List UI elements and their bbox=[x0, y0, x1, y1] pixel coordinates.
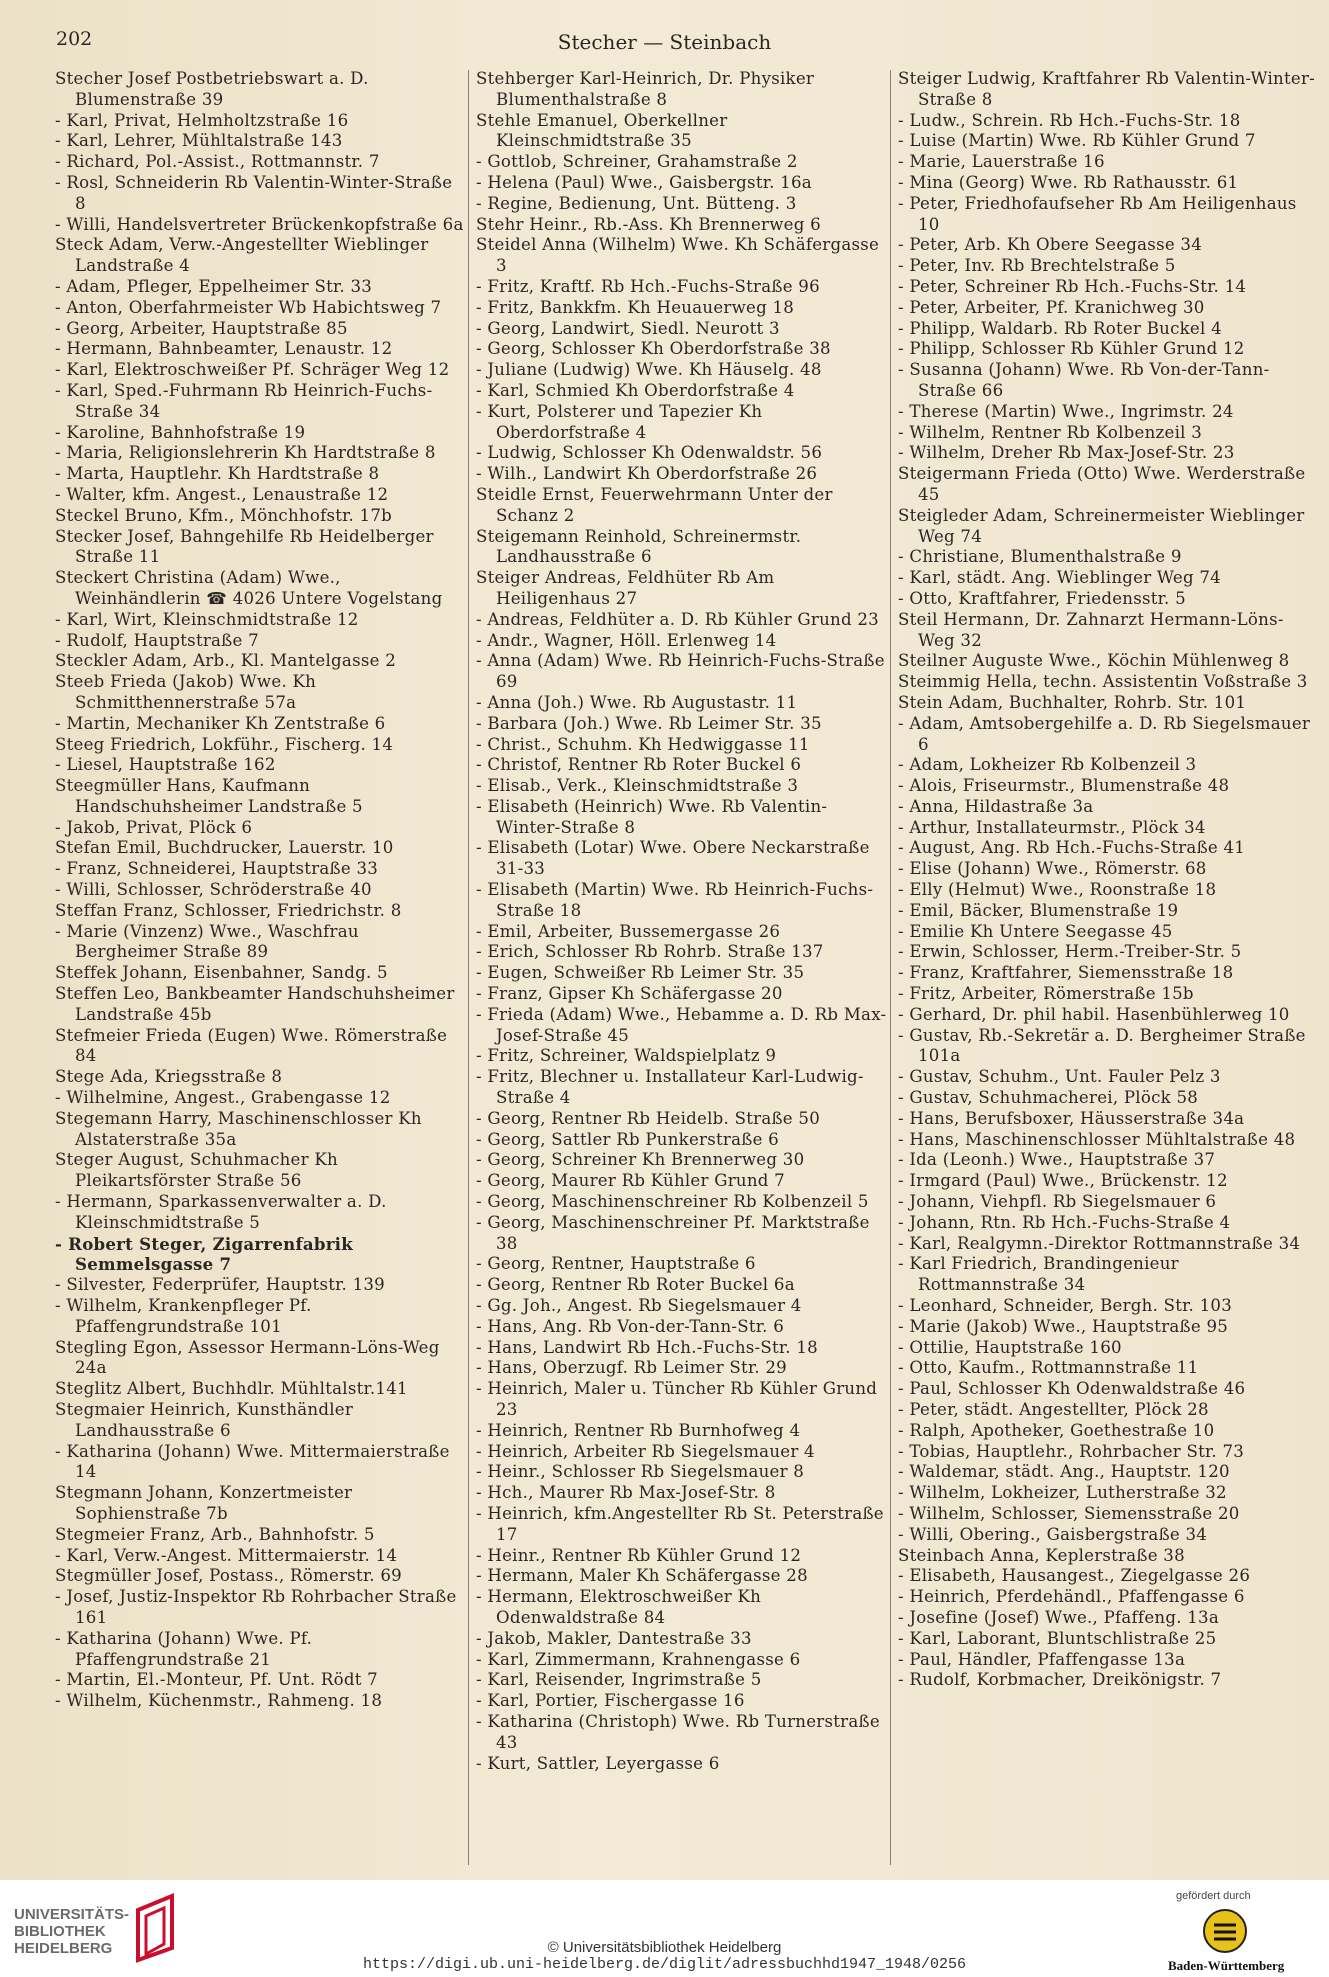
directory-entry: - Jakob, Privat, Plöck 6 bbox=[55, 817, 253, 837]
directory-entry: - Adam, Amtsobergehilfe a. D. Rb Siegelsmauer 6 bbox=[898, 713, 1316, 754]
directory-column-3 bbox=[898, 69, 1316, 1869]
directory-entry: Steckel Bruno, Kfm., Mönchhofstr. 17b bbox=[55, 505, 393, 525]
directory-entry: - Otto, Kraftfahrer, Friedensstr. 5 bbox=[898, 588, 1186, 608]
directory-entry: - Gustav, Schuhmacherei, Plöck 58 bbox=[898, 1088, 1199, 1108]
source-url[interactable]: https://digi.ub.uni-heidelberg.de/diglit/adressbuchhd1947_1948/0256 bbox=[362, 1956, 967, 1973]
directory-entry: Steilner Auguste Wwe., Köchin Mühlenweg 8 bbox=[898, 651, 1290, 671]
directory-entry: - Katharina (Johann) Wwe. Pf. Pfaffengrundstraße 21 bbox=[55, 1628, 318, 1669]
directory-entry: - Elisabeth (Lotar) Wwe. Obere Neckarstraße 31-33 bbox=[476, 838, 876, 879]
directory-entry: - Karl, Sped.-Fuhrmann Rb Heinrich-Fuchs-Straße 34 bbox=[55, 380, 433, 421]
directory-entry: Stegmeier Franz, Arb., Bahnhofstr. 5 bbox=[55, 1524, 375, 1544]
directory-entry: - Anna (Adam) Wwe. Rb Heinrich-Fuchs-Straße 69 bbox=[476, 651, 891, 692]
directory-entry: - Fritz, Schreiner, Waldspielplatz 9 bbox=[476, 1046, 777, 1066]
directory-entry: - Heinrich, Arbeiter Rb Siegelsmauer 4 bbox=[476, 1441, 815, 1461]
directory-entry: Steidle Ernst, Feuerwehrmann Unter der Schanz 2 bbox=[476, 484, 839, 525]
directory-entry: - Christof, Rentner Rb Roter Buckel 6 bbox=[476, 755, 802, 775]
directory-entry: Stecker Josef, Bahngehilfe Rb Heidelberger Straße 11 bbox=[55, 526, 440, 567]
directory-entry: - Tobias, Hauptlehr., Rohrbacher Str. 73 bbox=[898, 1441, 1245, 1461]
directory-entry: - Elly (Helmut) Wwe., Roonstraße 18 bbox=[898, 880, 1217, 900]
funder-name: Baden-Württemberg bbox=[1168, 1958, 1285, 1973]
directory-entry: - Heinrich, Maler u. Tüncher Rb Kühler Grund 23 bbox=[476, 1379, 883, 1419]
directory-entry: - Wilhelm, Küchenmstr., Rahmeng. 18 bbox=[55, 1691, 383, 1711]
directory-entry: Steigermann Frieda (Otto) Wwe. Werderstraße 45 bbox=[898, 464, 1311, 504]
directory-entry: - Hans, Berufsboxer, Häusserstraße 34a bbox=[898, 1108, 1245, 1128]
directory-entry: - Karl, Verw.-Angest. Mittermaierstr. 14 bbox=[55, 1545, 398, 1565]
directory-entry: - Johann, Rtn. Rb Hch.-Fuchs-Straße 4 bbox=[898, 1212, 1231, 1232]
directory-column-2 bbox=[476, 69, 891, 1869]
directory-entry: Steck Adam, Verw.-Angestellter Wieblinger Landstraße 4 bbox=[55, 235, 434, 276]
directory-entry: - Barbara (Joh.) Wwe. Rb Leimer Str. 35 bbox=[476, 713, 822, 733]
directory-entry: - Gerhard, Dr. phil habil. Hasenbühlerweg 10 bbox=[898, 1004, 1290, 1024]
directory-entry: - Peter, Friedhofaufseher Rb Am Heiligenhaus 10 bbox=[898, 193, 1303, 234]
directory-entry: Stegmüller Josef, Postass., Römerstr. 69 bbox=[55, 1566, 402, 1586]
directory-entry: - Georg, Rentner Rb Roter Buckel 6a bbox=[476, 1275, 795, 1295]
directory-entry: - Karl, Privat, Helmholtzstraße 16 bbox=[55, 110, 349, 130]
directory-entry: - Christiane, Blumenthalstraße 9 bbox=[898, 547, 1182, 567]
directory-entry: Stefan Emil, Buchdrucker, Lauerstr. 10 bbox=[55, 838, 394, 858]
directory-entry: - Georg, Arbeiter, Hauptstraße 85 bbox=[55, 318, 348, 338]
directory-entry: - Fritz, Blechner u. Installateur Karl-Ludwig-Straße 4 bbox=[476, 1067, 864, 1108]
coat-of-arms-icon bbox=[1202, 1908, 1248, 1954]
directory-entry: - Liesel, Hauptstraße 162 bbox=[55, 755, 276, 775]
directory-entry: - Adam, Pfleger, Eppelheimer Str. 33 bbox=[55, 276, 373, 296]
directory-entry: - Wilhelm, Krankenpfleger Pf. Pfaffengrundstraße 101 bbox=[55, 1296, 318, 1336]
directory-entry: - Kurt, Polsterer und Tapezier Kh Oberdorfstraße 4 bbox=[476, 401, 768, 442]
directory-entry: - Karl, Wirt, Kleinschmidtstraße 12 bbox=[55, 609, 359, 629]
directory-entry: - Georg, Maurer Rb Kühler Grund 7 bbox=[476, 1171, 785, 1191]
directory-entry: Stecher Josef Postbetriebswart a. D. Blumenstraße 39 bbox=[55, 69, 375, 109]
directory-entry: - Andreas, Feldhüter a. D. Rb Kühler Grund 23 bbox=[476, 609, 879, 629]
directory-entry: Steger August, Schuhmacher Kh Pleikartsförster Straße 56 bbox=[55, 1150, 344, 1191]
directory-entry: - Susanna (Johann) Wwe. Rb Von-der-Tann-Straße 66 bbox=[898, 360, 1270, 400]
directory-entry: - Georg, Schreiner Kh Brennerweg 30 bbox=[476, 1150, 805, 1170]
directory-entry: - Elisab., Verk., Kleinschmidtstraße 3 bbox=[476, 776, 799, 796]
directory-entry: Steckler Adam, Arb., Kl. Mantelgasse 2 bbox=[55, 651, 397, 671]
directory-entry: Steidel Anna (Wilhelm) Wwe. Kh Schäfergasse 3 bbox=[476, 235, 885, 276]
directory-entry: - Anna, Hildastraße 3a bbox=[898, 796, 1094, 816]
directory-entry: - Mina (Georg) Wwe. Rb Rathausstr. 61 bbox=[898, 172, 1239, 192]
directory-entry: - Anton, Oberfahrmeister Wb Habichtsweg 7 bbox=[55, 297, 442, 317]
directory-entry: - Richard, Pol.-Assist., Rottmannstr. 7 bbox=[55, 152, 380, 172]
directory-entry: - Regine, Bedienung, Unt. Bütteng. 3 bbox=[476, 193, 797, 213]
directory-entry: - Johann, Viehpfl. Rb Siegelsmauer 6 bbox=[898, 1192, 1217, 1212]
footer-bar bbox=[0, 1880, 1329, 1977]
directory-entry: - Robert Steger, Zigarrenfabrik Semmelsgasse 7 bbox=[55, 1233, 360, 1275]
directory-column-1 bbox=[55, 69, 465, 1869]
directory-entry: Steigleder Adam, Schreinermeister Wieblinger Weg 74 bbox=[898, 505, 1310, 546]
directory-entry: - Gottlob, Schreiner, Grahamstraße 2 bbox=[476, 152, 798, 172]
directory-entry: - Willi, Handelsvertreter Brückenkopfstraße 6a bbox=[55, 214, 464, 234]
directory-entry: - Ralph, Apotheker, Goethestraße 10 bbox=[898, 1420, 1215, 1440]
directory-entry: - Martin, El.-Monteur, Pf. Unt. Rödt 7 bbox=[55, 1670, 378, 1690]
directory-entry: - Franz, Kraftfahrer, Siemensstraße 18 bbox=[898, 963, 1234, 983]
directory-entry: Steigemann Reinhold, Schreinermstr. Landhausstraße 6 bbox=[476, 526, 807, 567]
column-rule bbox=[890, 70, 891, 1865]
directory-entry: - Hermann, Bahnbeamter, Lenaustr. 12 bbox=[55, 339, 393, 359]
directory-entry: - Maria, Religionslehrerin Kh Hardtstraße 8 bbox=[55, 443, 436, 463]
directory-entry: - Wilhelm, Lokheizer, Lutherstraße 32 bbox=[898, 1483, 1227, 1503]
directory-entry: Stegling Egon, Assessor Hermann-Löns-Weg 24a bbox=[55, 1337, 446, 1378]
directory-entry: - Karl, Schmied Kh Oberdorfstraße 4 bbox=[476, 380, 795, 400]
directory-entry: - Christ., Schuhm. Kh Hedwiggasse 11 bbox=[476, 734, 810, 754]
directory-entry: - Irmgard (Paul) Wwe., Brückenstr. 12 bbox=[898, 1171, 1228, 1191]
directory-entry: - Ludw., Schrein. Rb Hch.-Fuchs-Str. 18 bbox=[898, 110, 1241, 130]
directory-entry: - Katharina (Johann) Wwe. Mittermaierstraße 14 bbox=[55, 1441, 456, 1482]
directory-entry: Steegmüller Hans, Kaufmann Handschuhsheimer Landstraße 5 bbox=[55, 776, 363, 816]
directory-entry: - Karl, Realgymn.-Direktor Rottmannstraße 34 bbox=[898, 1233, 1301, 1253]
directory-entry: - Hans, Ang. Rb Von-der-Tann-Str. 6 bbox=[476, 1316, 785, 1336]
directory-entry: - Willi, Obering., Gaisbergstraße 34 bbox=[898, 1524, 1208, 1544]
directory-entry: - Karoline, Bahnhofstraße 19 bbox=[55, 422, 306, 442]
directory-entry: Steffan Franz, Schlosser, Friedrichstr. 8 bbox=[55, 900, 402, 920]
directory-entry: - Hans, Landwirt Rb Hch.-Fuchs-Str. 18 bbox=[476, 1337, 818, 1357]
directory-entry: Stege Ada, Kriegsstraße 8 bbox=[55, 1067, 283, 1087]
directory-entry: - Gustav, Schuhm., Unt. Fauler Pelz 3 bbox=[898, 1067, 1221, 1087]
directory-entry: - Franz, Gipser Kh Schäfergasse 20 bbox=[476, 984, 783, 1004]
directory-entry: Stegemann Harry, Maschinenschlosser Kh Alstaterstraße 35a bbox=[55, 1108, 428, 1149]
directory-entry: Steiger Andreas, Feldhüter Rb Am Heiligenhaus 27 bbox=[476, 568, 780, 608]
directory-entry: - Paul, Schlosser Kh Odenwaldstraße 46 bbox=[898, 1379, 1246, 1399]
directory-entry: - Peter, städt. Angestellter, Plöck 28 bbox=[898, 1400, 1209, 1419]
directory-entry: - Franz, Schneiderei, Hauptstraße 33 bbox=[55, 859, 379, 879]
directory-entry: - Frieda (Adam) Wwe., Hebamme a. D. Rb Max-Josef-Straße 45 bbox=[476, 1004, 887, 1045]
directory-entry: Stehle Emanuel, Oberkellner Kleinschmidtstraße 35 bbox=[476, 110, 733, 151]
directory-entry: Steinbach Anna, Keplerstraße 38 bbox=[898, 1545, 1185, 1565]
directory-entry: - Karl, Elektroschweißer Pf. Schräger Weg 12 bbox=[55, 360, 450, 380]
directory-entry: Steimmig Hella, techn. Assistentin Voßstraße 3 bbox=[898, 672, 1308, 692]
directory-entry: Stehberger Karl-Heinrich, Dr. Physiker Blumenthalstraße 8 bbox=[476, 69, 820, 109]
directory-entry: - Hermann, Sparkassenverwalter a. D. Kleinschmidtstraße 5 bbox=[55, 1192, 393, 1232]
directory-entry: - Gustav, Rb.-Sekretär a. D. Bergheimer Straße 101a bbox=[898, 1025, 1312, 1066]
directory-entry: - Heinrich, Rentner Rb Burnhofweg 4 bbox=[476, 1420, 801, 1440]
copyright-notice: © Universitätsbibliothek Heidelberg bbox=[547, 1939, 782, 1956]
directory-entry: - Karl, Lehrer, Mühltalstraße 143 bbox=[55, 131, 343, 151]
directory-entry: - Elisabeth (Martin) Wwe. Rb Heinrich-Fuchs-Straße 18 bbox=[476, 880, 874, 920]
directory-entry: - Therese (Martin) Wwe., Ingrimstr. 24 bbox=[898, 401, 1234, 421]
directory-entry: Stein Adam, Buchhalter, Rohrb. Str. 101 bbox=[898, 692, 1247, 712]
directory-entry: - Rudolf, Hauptstraße 7 bbox=[55, 630, 259, 650]
running-head: Stecher — Steinbach bbox=[557, 30, 772, 54]
directory-entry: - Juliane (Ludwig) Wwe. Kh Häuselg. 48 bbox=[476, 360, 822, 380]
directory-entry: Steeb Frieda (Jakob) Wwe. Kh Schmitthennerstraße 57a bbox=[55, 672, 322, 712]
directory-entry: - Ottilie, Hauptstraße 160 bbox=[898, 1337, 1122, 1357]
directory-entry: - Karl, Zimmermann, Krahnengasse 6 bbox=[476, 1649, 801, 1669]
directory-entry: - Paul, Händler, Pfaffengasse 13a bbox=[898, 1649, 1186, 1669]
directory-entry: - Georg, Rentner Rb Heidelb. Straße 50 bbox=[476, 1108, 821, 1128]
directory-entry: - Helena (Paul) Wwe., Gaisbergstr. 16a bbox=[476, 172, 812, 192]
directory-entry: - Georg, Sattler Rb Punkerstraße 6 bbox=[476, 1129, 779, 1149]
directory-entry: - Marie (Jakob) Wwe., Hauptstraße 95 bbox=[898, 1316, 1229, 1336]
directory-entry: - Hans, Maschinenschlosser Mühltalstraße 48 bbox=[898, 1129, 1296, 1149]
funded-by-label: gefördert durch bbox=[1176, 1890, 1251, 1902]
directory-entry: - Willi, Schlosser, Schröderstraße 40 bbox=[55, 880, 372, 900]
directory-entry: - Andr., Wagner, Höll. Erlenweg 14 bbox=[476, 630, 777, 650]
directory-entry: - Georg, Landwirt, Siedl. Neurott 3 bbox=[476, 318, 780, 338]
directory-entry: Steiger Ludwig, Kraftfahrer Rb Valentin-Winter-Straße 8 bbox=[898, 69, 1315, 109]
directory-entry: - Heinr., Rentner Rb Kühler Grund 12 bbox=[476, 1545, 802, 1565]
directory-entry: - Emil, Arbeiter, Bussemergasse 26 bbox=[476, 921, 781, 941]
directory-entry: - Luise (Martin) Wwe. Rb Kühler Grund 7 bbox=[898, 131, 1256, 151]
library-name-text: UNIVERSITÄTS- BIBLIOTHEK HEIDELBERG bbox=[14, 1906, 130, 1957]
directory-entry: - Karl, Reisender, Ingrimstraße 5 bbox=[476, 1670, 762, 1690]
directory-entry: - August, Ang. Rb Hch.-Fuchs-Straße 41 bbox=[898, 838, 1246, 858]
directory-entry: - Karl, Laborant, Bluntschlistraße 25 bbox=[898, 1628, 1217, 1648]
directory-entry: - Silvester, Federprüfer, Hauptstr. 139 bbox=[55, 1275, 385, 1295]
directory-entry: - Fritz, Arbeiter, Römerstraße 15b bbox=[898, 984, 1194, 1004]
directory-entry: - Katharina (Christoph) Wwe. Rb Turnerstraße 43 bbox=[476, 1711, 886, 1752]
directory-entry: - Rosl, Schneiderin Rb Valentin-Winter-Straße 8 bbox=[55, 172, 458, 213]
directory-entry: Stefmeier Frieda (Eugen) Wwe. Römerstraße 84 bbox=[55, 1025, 453, 1066]
directory-entry: - Peter, Arbeiter, Pf. Kranichweg 30 bbox=[898, 297, 1205, 317]
directory-entry: - Adam, Lokheizer Rb Kolbenzeil 3 bbox=[898, 755, 1197, 775]
directory-entry: - Leonhard, Schneider, Bergh. Str. 103 bbox=[898, 1296, 1233, 1316]
directory-entry: - Walter, kfm. Angest., Lenaustraße 12 bbox=[55, 484, 389, 504]
directory-entry: - Peter, Arb. Kh Obere Seegasse 34 bbox=[898, 235, 1203, 255]
directory-entry: - Fritz, Kraftf. Rb Hch.-Fuchs-Straße 96 bbox=[476, 276, 820, 296]
directory-entry: - Elisabeth, Hausangest., Ziegelgasse 26 bbox=[898, 1566, 1251, 1586]
directory-entry: - Elisabeth (Heinrich) Wwe. Rb Valentin-Winter-Straße 8 bbox=[476, 796, 828, 837]
directory-entry: - Elise (Johann) Wwe., Römerstr. 68 bbox=[898, 859, 1207, 879]
directory-entry: - Peter, Schreiner Rb Hch.-Fuchs-Str. 14 bbox=[898, 276, 1247, 296]
directory-entry: - Erich, Schlosser Rb Rohrb. Straße 137 bbox=[476, 942, 824, 962]
directory-entry: - Philipp, Schlosser Rb Kühler Grund 12 bbox=[898, 339, 1245, 359]
directory-entry: - Karl, städt. Ang. Wieblinger Weg 74 bbox=[898, 568, 1221, 588]
directory-entry: - Karl Friedrich, Brandingenieur Rottmannstraße 34 bbox=[898, 1254, 1185, 1295]
directory-entry: Steil Hermann, Dr. Zahnarzt Hermann-Löns-Weg 32 bbox=[898, 609, 1284, 650]
directory-entry: - Emilie Kh Untere Seegasse 45 bbox=[898, 921, 1173, 941]
directory-entry: Steckert Christina (Adam) Wwe., Weinhändlerin ☎ 4026 Untere Vogelstang bbox=[55, 568, 443, 608]
directory-entry: - Josef, Justiz-Inspektor Rb Rohrbacher Straße 161 bbox=[55, 1587, 463, 1627]
directory-entry: - Wilhelm, Dreher Rb Max-Josef-Str. 23 bbox=[898, 443, 1235, 463]
directory-entry: Stehr Heinr., Rb.-Ass. Kh Brennerweg 6 bbox=[476, 214, 821, 234]
directory-entry: - Hermann, Elektroschweißer Kh Odenwaldstraße 84 bbox=[476, 1587, 767, 1627]
directory-entry: - Rudolf, Korbmacher, Dreikönigstr. 7 bbox=[898, 1670, 1222, 1690]
column-rule bbox=[468, 70, 469, 1865]
directory-entry: - Hermann, Maler Kh Schäfergasse 28 bbox=[476, 1566, 808, 1586]
directory-entry: - Anna (Joh.) Wwe. Rb Augustastr. 11 bbox=[476, 692, 798, 712]
directory-entry: - Heinrich, kfm.Angestellter Rb St. Peterstraße 17 bbox=[476, 1503, 890, 1544]
directory-entry: - Arthur, Installateurmstr., Plöck 34 bbox=[898, 817, 1206, 837]
directory-entry: - Martin, Mechaniker Kh Zentstraße 6 bbox=[55, 713, 386, 733]
directory-entry: - Georg, Rentner, Hauptstraße 6 bbox=[476, 1254, 756, 1274]
directory-entry: - Otto, Kaufm., Rottmannstraße 11 bbox=[898, 1358, 1199, 1378]
directory-entry: - Ludwig, Schlosser Kh Odenwaldstr. 56 bbox=[476, 443, 823, 463]
directory-entry: - Georg, Maschinenschreiner Rb Kolbenzeil 5 bbox=[476, 1192, 869, 1212]
directory-entry: Steeg Friedrich, Lokführ., Fischerg. 14 bbox=[55, 734, 394, 754]
directory-entry: - Karl, Portier, Fischergasse 16 bbox=[476, 1691, 745, 1711]
directory-entry: - Wilhelmine, Angest., Grabengasse 12 bbox=[55, 1088, 391, 1108]
directory-entry: Stegmann Johann, Konzertmeister Sophienstraße 7b bbox=[55, 1483, 358, 1523]
directory-entry: - Gg. Joh., Angest. Rb Siegelsmauer 4 bbox=[476, 1296, 802, 1316]
directory-entry: - Waldemar, städt. Ang., Hauptstr. 120 bbox=[898, 1462, 1230, 1482]
directory-entry: - Heinr., Schlosser Rb Siegelsmauer 8 bbox=[476, 1462, 805, 1482]
directory-entry: - Heinrich, Pferdehändl., Pfaffengasse 6 bbox=[898, 1587, 1245, 1607]
directory-entry: Steffek Johann, Eisenbahner, Sandg. 5 bbox=[55, 963, 388, 983]
directory-entry: Stegmaier Heinrich, Kunsthändler Landhausstraße 6 bbox=[55, 1400, 359, 1440]
page-number: 202 bbox=[56, 28, 93, 50]
directory-entry: - Hch., Maurer Rb Max-Josef-Str. 8 bbox=[476, 1483, 776, 1503]
directory-entry: - Hans, Oberzugf. Rb Leimer Str. 29 bbox=[476, 1358, 787, 1378]
directory-entry: - Georg, Maschinenschreiner Pf. Marktstraße 38 bbox=[476, 1212, 876, 1253]
directory-entry: - Georg, Schlosser Kh Oberdorfstraße 38 bbox=[476, 339, 831, 359]
directory-entry: - Peter, Inv. Rb Brechtelstraße 5 bbox=[898, 256, 1176, 276]
directory-entry: - Wilhelm, Rentner Rb Kolbenzeil 3 bbox=[898, 422, 1203, 442]
directory-entry: - Marie, Lauerstraße 16 bbox=[898, 152, 1105, 172]
directory-entry: - Alois, Friseurmstr., Blumenstraße 48 bbox=[898, 776, 1230, 796]
directory-entry: Steglitz Albert, Buchhdlr. Mühltalstr.141 bbox=[55, 1379, 408, 1399]
directory-entry: - Wilhelm, Schlosser, Siemensstraße 20 bbox=[898, 1503, 1240, 1523]
directory-entry: - Marta, Hauptlehr. Kh Hardtstraße 8 bbox=[55, 464, 380, 484]
directory-entry: - Erwin, Schlosser, Herm.-Treiber-Str. 5 bbox=[898, 942, 1242, 962]
directory-entry: Steffen Leo, Bankbeamter Handschuhsheimer Landstraße 45b bbox=[55, 984, 461, 1024]
directory-entry: - Marie (Vinzenz) Wwe., Waschfrau Bergheimer Straße 89 bbox=[55, 921, 365, 962]
directory-entry: - Emil, Bäcker, Blumenstraße 19 bbox=[898, 900, 1179, 920]
directory-entry: - Ida (Leonh.) Wwe., Hauptstraße 37 bbox=[898, 1150, 1216, 1170]
directory-entry: - Josefine (Josef) Wwe., Pfaffeng. 13a bbox=[898, 1607, 1220, 1627]
directory-entry: - Fritz, Bankkfm. Kh Heuauerweg 18 bbox=[476, 297, 795, 317]
directory-entry: - Wilh., Landwirt Kh Oberdorfstraße 26 bbox=[476, 464, 818, 484]
directory-entry: - Jakob, Makler, Dantestraße 33 bbox=[476, 1628, 752, 1648]
directory-entry: - Philipp, Waldarb. Rb Roter Buckel 4 bbox=[898, 318, 1222, 338]
directory-entry: - Eugen, Schweißer Rb Leimer Str. 35 bbox=[476, 963, 805, 983]
directory-entry: - Kurt, Sattler, Leyergasse 6 bbox=[476, 1753, 720, 1773]
